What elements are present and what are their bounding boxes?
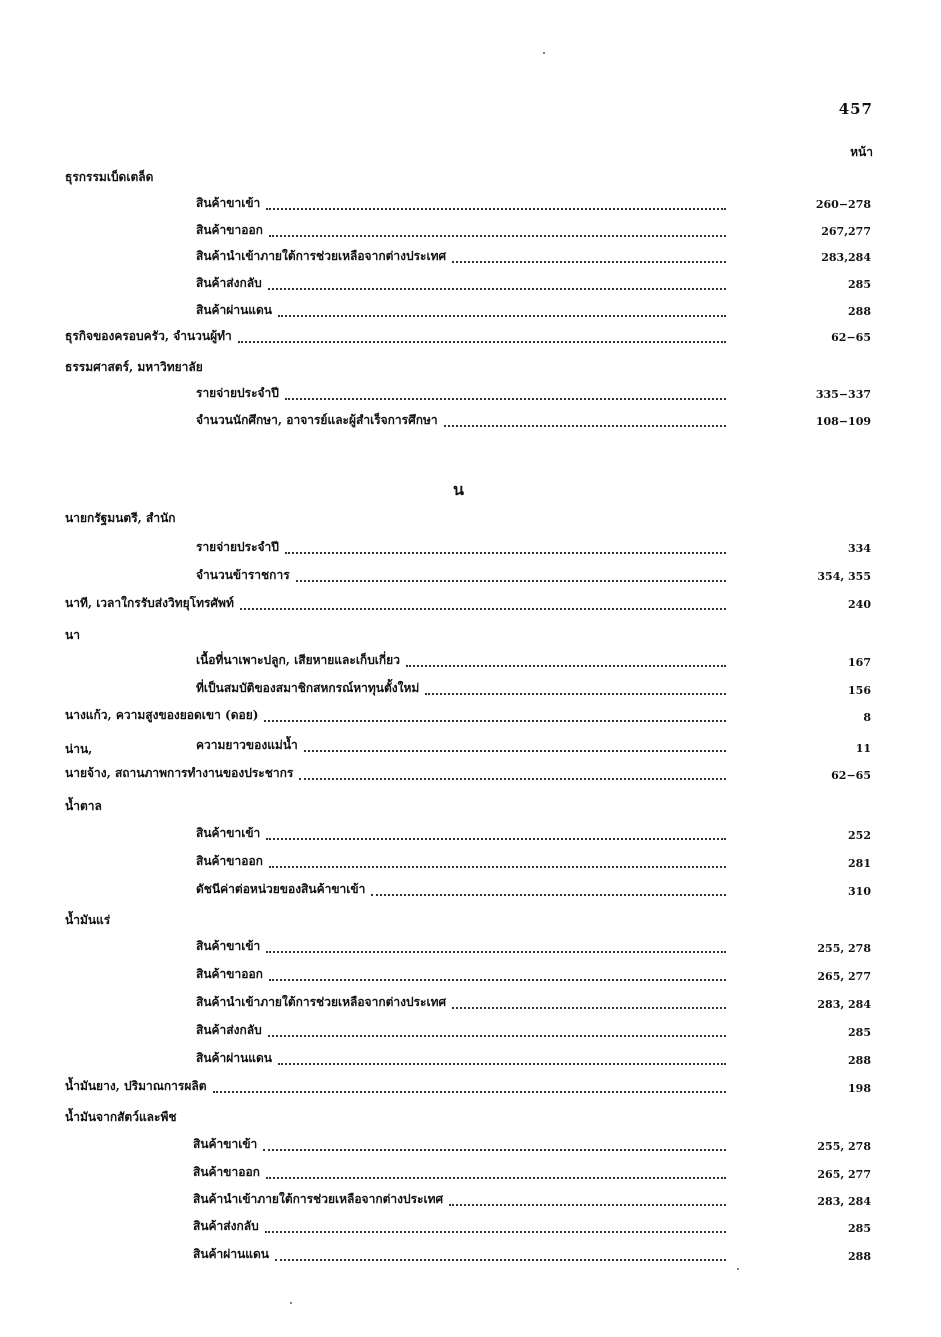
dot-leader: [268, 278, 726, 290]
entry-text: สินค้าผ่านแดน: [196, 1051, 272, 1065]
entry-text: สินค้านำเข้าภายใต้การช่วยเหลือจากต่างประเทศ: [196, 995, 447, 1009]
index-entry: [196, 220, 730, 240]
entry-page: 354, 355: [817, 570, 871, 583]
index-entry: [193, 1134, 730, 1154]
section-letter: น: [453, 480, 464, 499]
dot-leader: [266, 941, 726, 953]
dot-leader: [265, 1221, 726, 1233]
entry-page: 285: [848, 1026, 871, 1039]
dot-leader: [266, 1167, 726, 1179]
index-entry: [65, 1076, 730, 1096]
entry-text: รายจ่ายประจำปี: [196, 540, 279, 554]
entry-text: จำนวนข้าราชการ: [196, 568, 290, 582]
index-entry: [196, 678, 730, 698]
entry-page: 285: [848, 1222, 871, 1235]
index-entry: [196, 410, 730, 430]
entry-text: สินค้าส่งกลับ: [193, 1219, 259, 1233]
entry-page: 288: [848, 305, 871, 318]
index-entry: [193, 1216, 730, 1236]
index-entry: [196, 823, 730, 843]
entry-page: 267,277: [821, 225, 871, 238]
entry-text: สินค้าส่งกลับ: [196, 1023, 262, 1037]
page-column-label: หน้า: [850, 145, 873, 159]
entry-page: 255, 278: [817, 1140, 871, 1153]
entry-page: 167: [848, 656, 871, 669]
dot-leader: [275, 1249, 726, 1261]
entry-page: 288: [848, 1054, 871, 1067]
entry-text: เนื้อที่นาเพาะปลูก, เสียหายและเก็บเกี่ยว: [196, 653, 400, 667]
entry-text: สินค้าขาเข้า: [196, 196, 261, 210]
dot-leader: [278, 1053, 726, 1065]
dot-leader: [266, 828, 726, 840]
index-heading: นา: [65, 628, 80, 642]
index-entry: [196, 851, 730, 871]
entry-text: ความยาวของแม่น้ำ: [196, 738, 298, 752]
index-entry: [65, 705, 730, 725]
dot-leader: [304, 740, 726, 752]
index-entry: [196, 735, 730, 755]
dot-leader: [452, 251, 726, 263]
index-entry: [196, 300, 730, 320]
dot-leader: [269, 856, 726, 868]
index-entry: [196, 650, 730, 670]
index-entry: [196, 1048, 730, 1068]
index-heading: นายกรัฐมนตรี, สำนัก: [65, 511, 176, 525]
dot-leader: [285, 542, 726, 554]
entry-page: 198: [848, 1082, 871, 1095]
entry-page: 283, 284: [817, 998, 871, 1011]
index-entry: [196, 992, 730, 1012]
index-heading: ธุรกรรมเบ็ดเตล็ด: [65, 170, 154, 184]
dot-leader: [299, 768, 726, 780]
entry-text: สินค้าขาออก: [196, 854, 263, 868]
scan-speck: [543, 52, 545, 54]
entry-page: 255, 278: [817, 942, 871, 955]
scan-speck: [737, 1268, 739, 1270]
dot-leader: [269, 969, 726, 981]
index-entry: [65, 763, 730, 783]
entry-page: 265, 277: [817, 970, 871, 983]
entry-text: สินค้าขาออก: [196, 967, 263, 981]
dot-leader: [278, 305, 726, 317]
entry-page: 11: [855, 742, 871, 755]
entry-text: สินค้าขาเข้า: [193, 1137, 258, 1151]
index-heading: น้ำมันแร่: [65, 913, 111, 927]
dot-leader: [371, 884, 726, 896]
dot-leader: [238, 331, 726, 343]
dot-leader: [452, 997, 726, 1009]
dot-leader: [449, 1194, 726, 1206]
entry-text: ธุรกิจของครอบครัว, จำนวนผู้ทำ: [65, 329, 232, 343]
entry-page: 62−65: [831, 331, 871, 344]
entry-text: สินค้าขาเข้า: [196, 939, 261, 953]
index-entry: [193, 1162, 730, 1182]
entry-page: 285: [848, 278, 871, 291]
entry-page: 288: [848, 1250, 871, 1263]
entry-page: 334: [848, 542, 871, 555]
index-entry: [196, 383, 730, 403]
dot-leader: [240, 598, 726, 610]
dot-leader: [268, 1025, 726, 1037]
dot-leader: [269, 225, 726, 237]
entry-page: 108−109: [815, 415, 871, 428]
index-heading: น้ำตาล: [65, 799, 102, 813]
entry-page: 260−278: [815, 198, 871, 211]
entry-page: 310: [848, 885, 871, 898]
dot-leader: [264, 710, 726, 722]
entry-text: นาที, เวลาใกรรับส่งวิทยุโทรศัพท์: [65, 596, 234, 610]
entry-text: จำนวนนักศึกษา, อาจารย์และผู้สำเร็จการศึกษา: [196, 413, 438, 427]
entry-text: สินค้าผ่านแดน: [196, 303, 272, 317]
index-entry: [196, 273, 730, 293]
entry-page: 265, 277: [817, 1168, 871, 1181]
index-heading: น้ำมันจากสัตว์และพืช: [65, 1110, 177, 1124]
index-entry: [196, 936, 730, 956]
entry-text: สินค้านำเข้าภายใต้การช่วยเหลือจากต่างประเทศ: [193, 1192, 444, 1206]
entry-text: สินค้าขาออก: [196, 223, 263, 237]
entry-page: 252: [848, 829, 871, 842]
entry-text: สินค้าผ่านแดน: [193, 1247, 269, 1261]
entry-text: สินค้าส่งกลับ: [196, 276, 262, 290]
dot-leader: [285, 388, 726, 400]
index-entry: [196, 193, 730, 213]
index-entry: [65, 326, 730, 346]
entry-text: น้ำมันยาง, ปริมาณการผลิต: [65, 1079, 207, 1093]
entry-page: 62−65: [831, 769, 871, 782]
index-entry: [196, 246, 730, 266]
entry-text: ที่เป็นสมบัติของสมาชิกสหกรณ์หาทุนตั้งใหม่: [196, 681, 420, 695]
dot-leader: [406, 655, 726, 667]
index-entry: [65, 593, 730, 613]
entry-page: 240: [848, 598, 871, 611]
entry-text: สินค้านำเข้าภายใต้การช่วยเหลือจากต่างประเทศ: [196, 249, 447, 263]
index-entry: [196, 1020, 730, 1040]
index-entry: [193, 1189, 730, 1209]
entry-text: ดัชนีค่าต่อหน่วยของสินค้าขาเข้า: [196, 882, 366, 896]
index-heading: น่าน,: [65, 742, 93, 756]
index-entry: [196, 964, 730, 984]
entry-text: สินค้าขาเข้า: [196, 826, 261, 840]
index-entry: [196, 565, 730, 585]
entry-page: 335−337: [815, 388, 871, 401]
index-entry: [193, 1244, 730, 1264]
dot-leader: [263, 1139, 726, 1151]
entry-text: รายจ่ายประจำปี: [196, 386, 279, 400]
entry-text: สินค้าขาออก: [193, 1165, 260, 1179]
scan-speck: [290, 1302, 292, 1304]
entry-page: 8: [863, 711, 871, 724]
dot-leader: [296, 570, 726, 582]
dot-leader: [444, 415, 726, 427]
entry-page: 281: [848, 857, 871, 870]
index-heading: ธรรมศาสตร์, มหาวิทยาลัย: [65, 360, 203, 374]
index-entry: [196, 879, 730, 899]
dot-leader: [213, 1081, 726, 1093]
entry-page: 283, 284: [817, 1195, 871, 1208]
dot-leader: [425, 683, 726, 695]
page-number: 457: [838, 100, 873, 118]
entry-page: 283,284: [821, 251, 871, 264]
entry-text: นางแก้ว, ความสูงของยอดเขา (ดอย): [65, 708, 259, 722]
dot-leader: [266, 198, 726, 210]
entry-page: 156: [848, 684, 871, 697]
entry-text: นายจ้าง, สถานภาพการทำงานของประชากร: [65, 766, 294, 780]
index-entry: [196, 537, 730, 557]
